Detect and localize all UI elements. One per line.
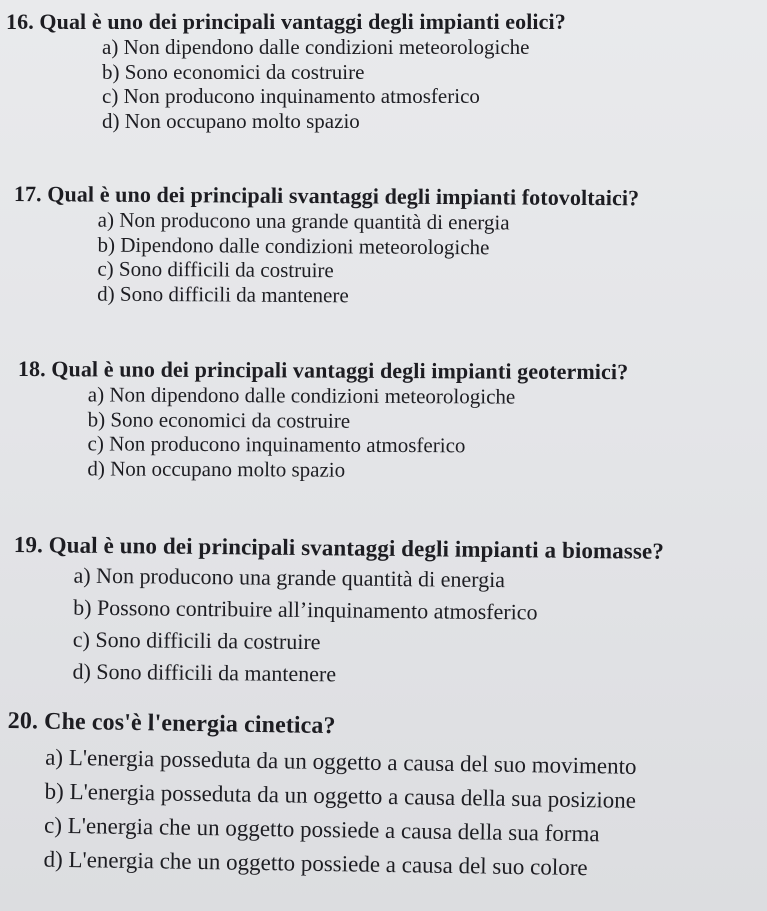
option-list — [43, 741, 636, 886]
option-d: d) Non occupano molto spazio — [102, 108, 360, 133]
option-a: a) Non dipendono dalle condizioni meteorologiche — [87, 382, 516, 409]
question-20 — [5, 706, 637, 886]
question-title: 16. Qual è uno dei principali vantaggi degli impianti eolici? — [6, 9, 566, 34]
question-17 — [13, 180, 639, 309]
question-16 — [6, 8, 566, 133]
option-b: b) Sono economici da costruire — [87, 406, 351, 433]
option-c: c) Sono difficili da costruire — [72, 626, 321, 655]
option-b: b) Sono economici da costruire — [102, 59, 365, 84]
option-d: d) Sono difficili da mantenere — [97, 281, 349, 307]
question-title: 17. Qual è uno dei principali svantaggi degli impianti fotovoltaici? — [13, 180, 640, 211]
option-list — [102, 35, 566, 133]
question-title: 20. Che cos'è l'energia cinetica? — [7, 707, 336, 740]
option-c: c) Sono difficili da costruire — [97, 256, 334, 283]
option-list — [87, 382, 628, 483]
option-a: a) Non dipendono dalle condizioni meteorologiche — [102, 35, 530, 59]
question-title: 18. Qual è uno dei principali vantaggi degli impianti geotermici? — [17, 356, 629, 385]
option-c: c) L'energia che un oggetto possiede a causa della sua forma — [43, 812, 600, 847]
question-19 — [12, 531, 664, 694]
option-a: a) L'energia posseduta da un oggetto a causa del suo movimento — [45, 744, 637, 779]
option-list — [97, 208, 639, 310]
question-18 — [17, 355, 628, 483]
question-title: 19. Qual è uno dei principali svantaggi degli impianti a biomasse? — [13, 531, 665, 564]
option-list — [72, 560, 663, 694]
option-d: d) Non occupano molto spazio — [87, 455, 346, 482]
option-c: c) Non producono inquinamento atmosferico — [87, 431, 466, 458]
option-c: c) Non producono inquinamento atmosferico — [102, 84, 480, 108]
option-b: b) Possono contribuire all’inquinamento atmosferico — [73, 594, 538, 625]
option-d: d) L'energia che un oggetto possiede a causa del suo colore — [43, 846, 588, 881]
option-b: b) Dipendono dalle condizioni meteorologiche — [97, 232, 490, 259]
option-b: b) L'energia posseduta da un oggetto a causa della sua posizione — [44, 778, 637, 813]
option-a: a) Non producono una grande quantità di energia — [97, 207, 510, 235]
option-a: a) Non producono una grande quantità di energia — [73, 562, 506, 593]
option-d: d) Sono difficili da mantenere — [72, 658, 337, 687]
